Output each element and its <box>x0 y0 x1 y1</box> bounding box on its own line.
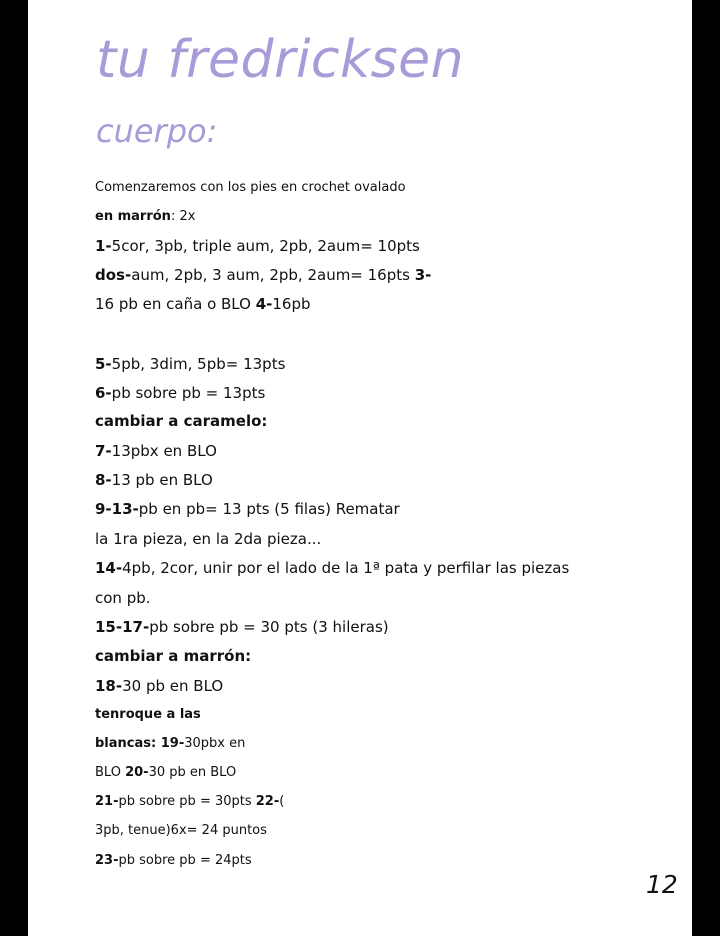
pattern-line: 3pb, tenue)6x= 24 puntos <box>95 823 267 838</box>
pattern-line: 5-5pb, 3dim, 5pb= 13pts <box>95 355 286 373</box>
pattern-line: 1-5cor, 3pb, triple aum, 2pb, 2aum= 10pts <box>95 237 420 255</box>
pattern-line: 16 pb en caña o BLO 4-16pb <box>95 295 311 313</box>
page-number: 12 <box>646 870 678 899</box>
pattern-line: 9-13-pb en pb= 13 pts (5 filas) Rematar <box>95 500 400 518</box>
pattern-line: tenroque a las <box>95 707 201 722</box>
page-title: tu fredricksen <box>96 30 465 90</box>
pattern-line: 23-pb sobre pb = 24pts <box>95 853 252 868</box>
pattern-line: BLO 20-30 pb en BLO <box>95 765 237 780</box>
color-change-heading: cambiar a marrón: <box>95 647 252 665</box>
section-subtitle: cuerpo: <box>96 112 218 150</box>
pattern-line: 8-13 pb en BLO <box>95 471 213 489</box>
pattern-line: dos-aum, 2pb, 3 aum, 2pb, 2aum= 16pts 3- <box>95 266 432 284</box>
pattern-line: 18-30 pb en BLO <box>95 677 224 695</box>
pattern-line: 7-13pbx en BLO <box>95 442 217 460</box>
pattern-line: 6-pb sobre pb = 13pts <box>95 384 266 402</box>
pattern-line: 15-17-pb sobre pb = 30 pts (3 hileras) <box>95 618 389 636</box>
pattern-line: con pb. <box>95 589 151 607</box>
pattern-line: en marrón: 2x <box>95 209 196 224</box>
color-change-heading: cambiar a caramelo: <box>95 412 268 430</box>
pattern-line: blancas: 19-30pbx en <box>95 736 246 751</box>
intro-line: Comenzaremos con los pies en crochet ovalado <box>95 180 406 195</box>
pattern-line: la 1ra pieza, en la 2da pieza... <box>95 530 322 548</box>
document-page <box>28 0 692 936</box>
pattern-line: 14-4pb, 2cor, unir por el lado de la 1ª pata y perfilar las piezas <box>95 559 570 577</box>
pattern-line: 21-pb sobre pb = 30pts 22-( <box>95 794 285 809</box>
